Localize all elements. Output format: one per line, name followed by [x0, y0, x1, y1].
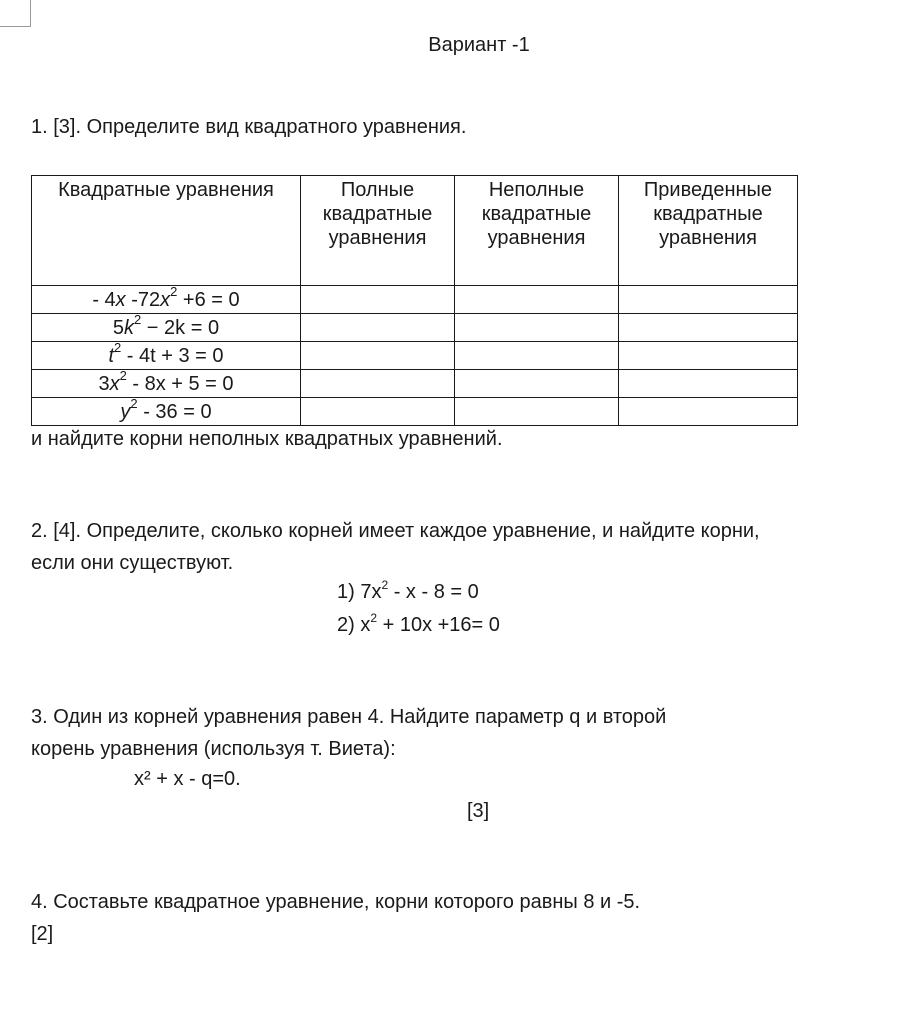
table-row — [32, 314, 798, 342]
answer-cell[interactable] — [455, 314, 619, 342]
header-equations — [32, 176, 301, 286]
answer-cell[interactable] — [619, 370, 798, 398]
header-label: Неполные квадратные уравнения — [481, 179, 592, 249]
equation-cell: $3x^2 - 8x + 5 = 0$ — [32, 370, 301, 398]
table-row — [32, 370, 798, 398]
answer-cell[interactable] — [301, 286, 455, 314]
task2-equation-1: 1) $7x^2 - x - 8 = 0$ — [337, 578, 479, 603]
header-reduced — [619, 176, 798, 286]
page-title: Вариант -1 — [428, 34, 530, 56]
task4-line1: 4. Составьте квадратное уравнение, корни которого равны 8 и -5. — [31, 891, 641, 913]
answer-cell[interactable] — [455, 398, 619, 426]
header-label: Приведенные квадратные уравнения — [643, 179, 773, 249]
task1-heading: 1. [3]. Определите вид квадратного уравнения. — [31, 116, 467, 138]
answer-cell[interactable] — [619, 398, 798, 426]
equation-type-table — [31, 175, 798, 426]
answer-cell[interactable] — [619, 286, 798, 314]
task2-equation-2: 2) $x^2 + 10x +16= 0$ — [337, 611, 500, 636]
equation-cell: $5k^2 - 2k = 0$ — [32, 314, 301, 342]
header-incomplete — [455, 176, 619, 286]
table-row — [32, 342, 798, 370]
task3-equation: x² + x - q=0. — [134, 768, 241, 790]
answer-cell[interactable] — [301, 342, 455, 370]
task3-score: [3] — [467, 800, 490, 822]
answer-cell[interactable] — [455, 342, 619, 370]
equation-cell: $t^2 - 4t + 3 = 0$ — [32, 342, 301, 370]
task3-line2: корень уравнения (используя т. Виета): — [31, 738, 396, 760]
header-complete — [301, 176, 455, 286]
page-corner-mark — [0, 0, 31, 27]
table-row — [32, 398, 798, 426]
answer-cell[interactable] — [455, 286, 619, 314]
answer-cell[interactable] — [619, 342, 798, 370]
table-header-row — [32, 176, 798, 286]
task4-score: [2] — [31, 923, 54, 945]
equation-cell: - 4x $-72x^2 +6 = 0$ — [32, 286, 301, 314]
answer-cell[interactable] — [301, 314, 455, 342]
header-label: Полные квадратные уравнения — [322, 179, 433, 249]
answer-cell[interactable] — [455, 370, 619, 398]
task3-line1: 3. Один из корней уравнения равен 4. Найдите параметр q и второй — [31, 706, 667, 728]
answer-cell[interactable] — [619, 314, 798, 342]
answer-cell[interactable] — [301, 398, 455, 426]
header-label: Квадратные уравнения — [58, 179, 274, 201]
answer-cell[interactable] — [301, 370, 455, 398]
task1-footer: и найдите корни неполных квадратных уравнений. — [31, 428, 503, 450]
table-row — [32, 286, 798, 314]
task2-line1: 2. [4]. Определите, сколько корней имеет каждое уравнение, и найдите корни, — [31, 520, 760, 542]
task2-line2: если они существуют. — [31, 552, 234, 574]
equation-cell: $y^2 - 36 = 0$ — [32, 398, 301, 426]
